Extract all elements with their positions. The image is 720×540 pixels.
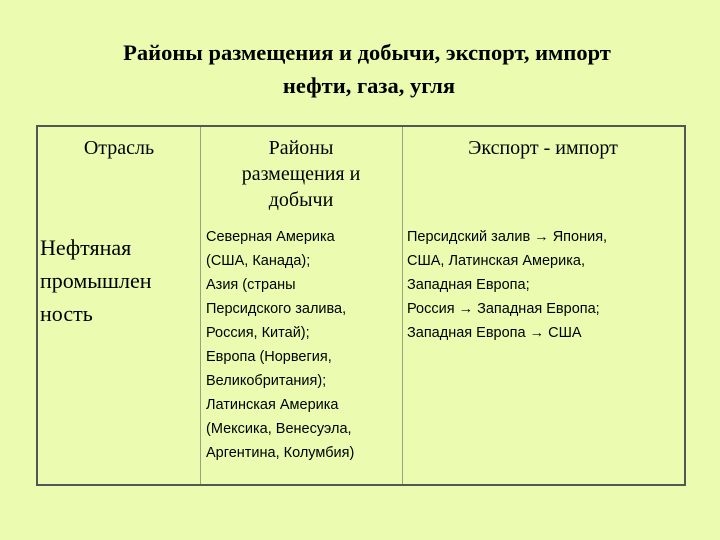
trade-line: Россия → Западная Европа; xyxy=(407,301,600,317)
region-line: Северная Америка xyxy=(206,229,335,245)
title-line-1: Районы размещения и добычи, экспорт, импорт xyxy=(123,40,611,65)
region-line: Персидского залива, xyxy=(206,301,347,317)
oil-table xyxy=(36,125,686,486)
header-regions xyxy=(200,135,402,213)
sector-cell xyxy=(40,231,200,330)
trade-line: Западная Европа; xyxy=(407,277,530,293)
region-line: Россия, Китай); xyxy=(206,325,310,341)
region-line: Азия (страны xyxy=(206,277,296,293)
region-line: Латинская Америка xyxy=(206,397,339,413)
sector-line: Нефтяная xyxy=(40,235,132,260)
header-regions-line: размещения и xyxy=(241,163,361,185)
header-sector: Отрасль xyxy=(83,137,155,159)
export-import-cell xyxy=(407,225,687,345)
header-export-import-text: Экспорт - импорт xyxy=(468,137,618,159)
trade-line: США, Латинская Америка, xyxy=(407,253,585,269)
region-line: (Мексика, Венесуэла, xyxy=(206,421,352,437)
title-line-2: нефти, газа, угля xyxy=(282,73,456,98)
regions-cell xyxy=(206,225,402,465)
header-regions-line: добычи xyxy=(268,189,334,211)
column-divider-2 xyxy=(402,127,403,484)
header-export-import xyxy=(402,135,684,161)
region-line: Европа (Норвегия, xyxy=(206,349,332,365)
header-regions-line: Районы xyxy=(268,137,334,159)
trade-line: Персидский залив → Япония, xyxy=(407,229,608,245)
slide-title xyxy=(0,36,720,102)
region-line: (США, Канада); xyxy=(206,253,311,269)
sector-line: ность xyxy=(40,301,93,326)
sector-line: промышлен xyxy=(40,268,152,293)
region-line: Великобритания); xyxy=(206,373,327,389)
trade-line: Западная Европа → США xyxy=(407,325,582,341)
region-line: Аргентина, Колумбия) xyxy=(206,445,355,461)
